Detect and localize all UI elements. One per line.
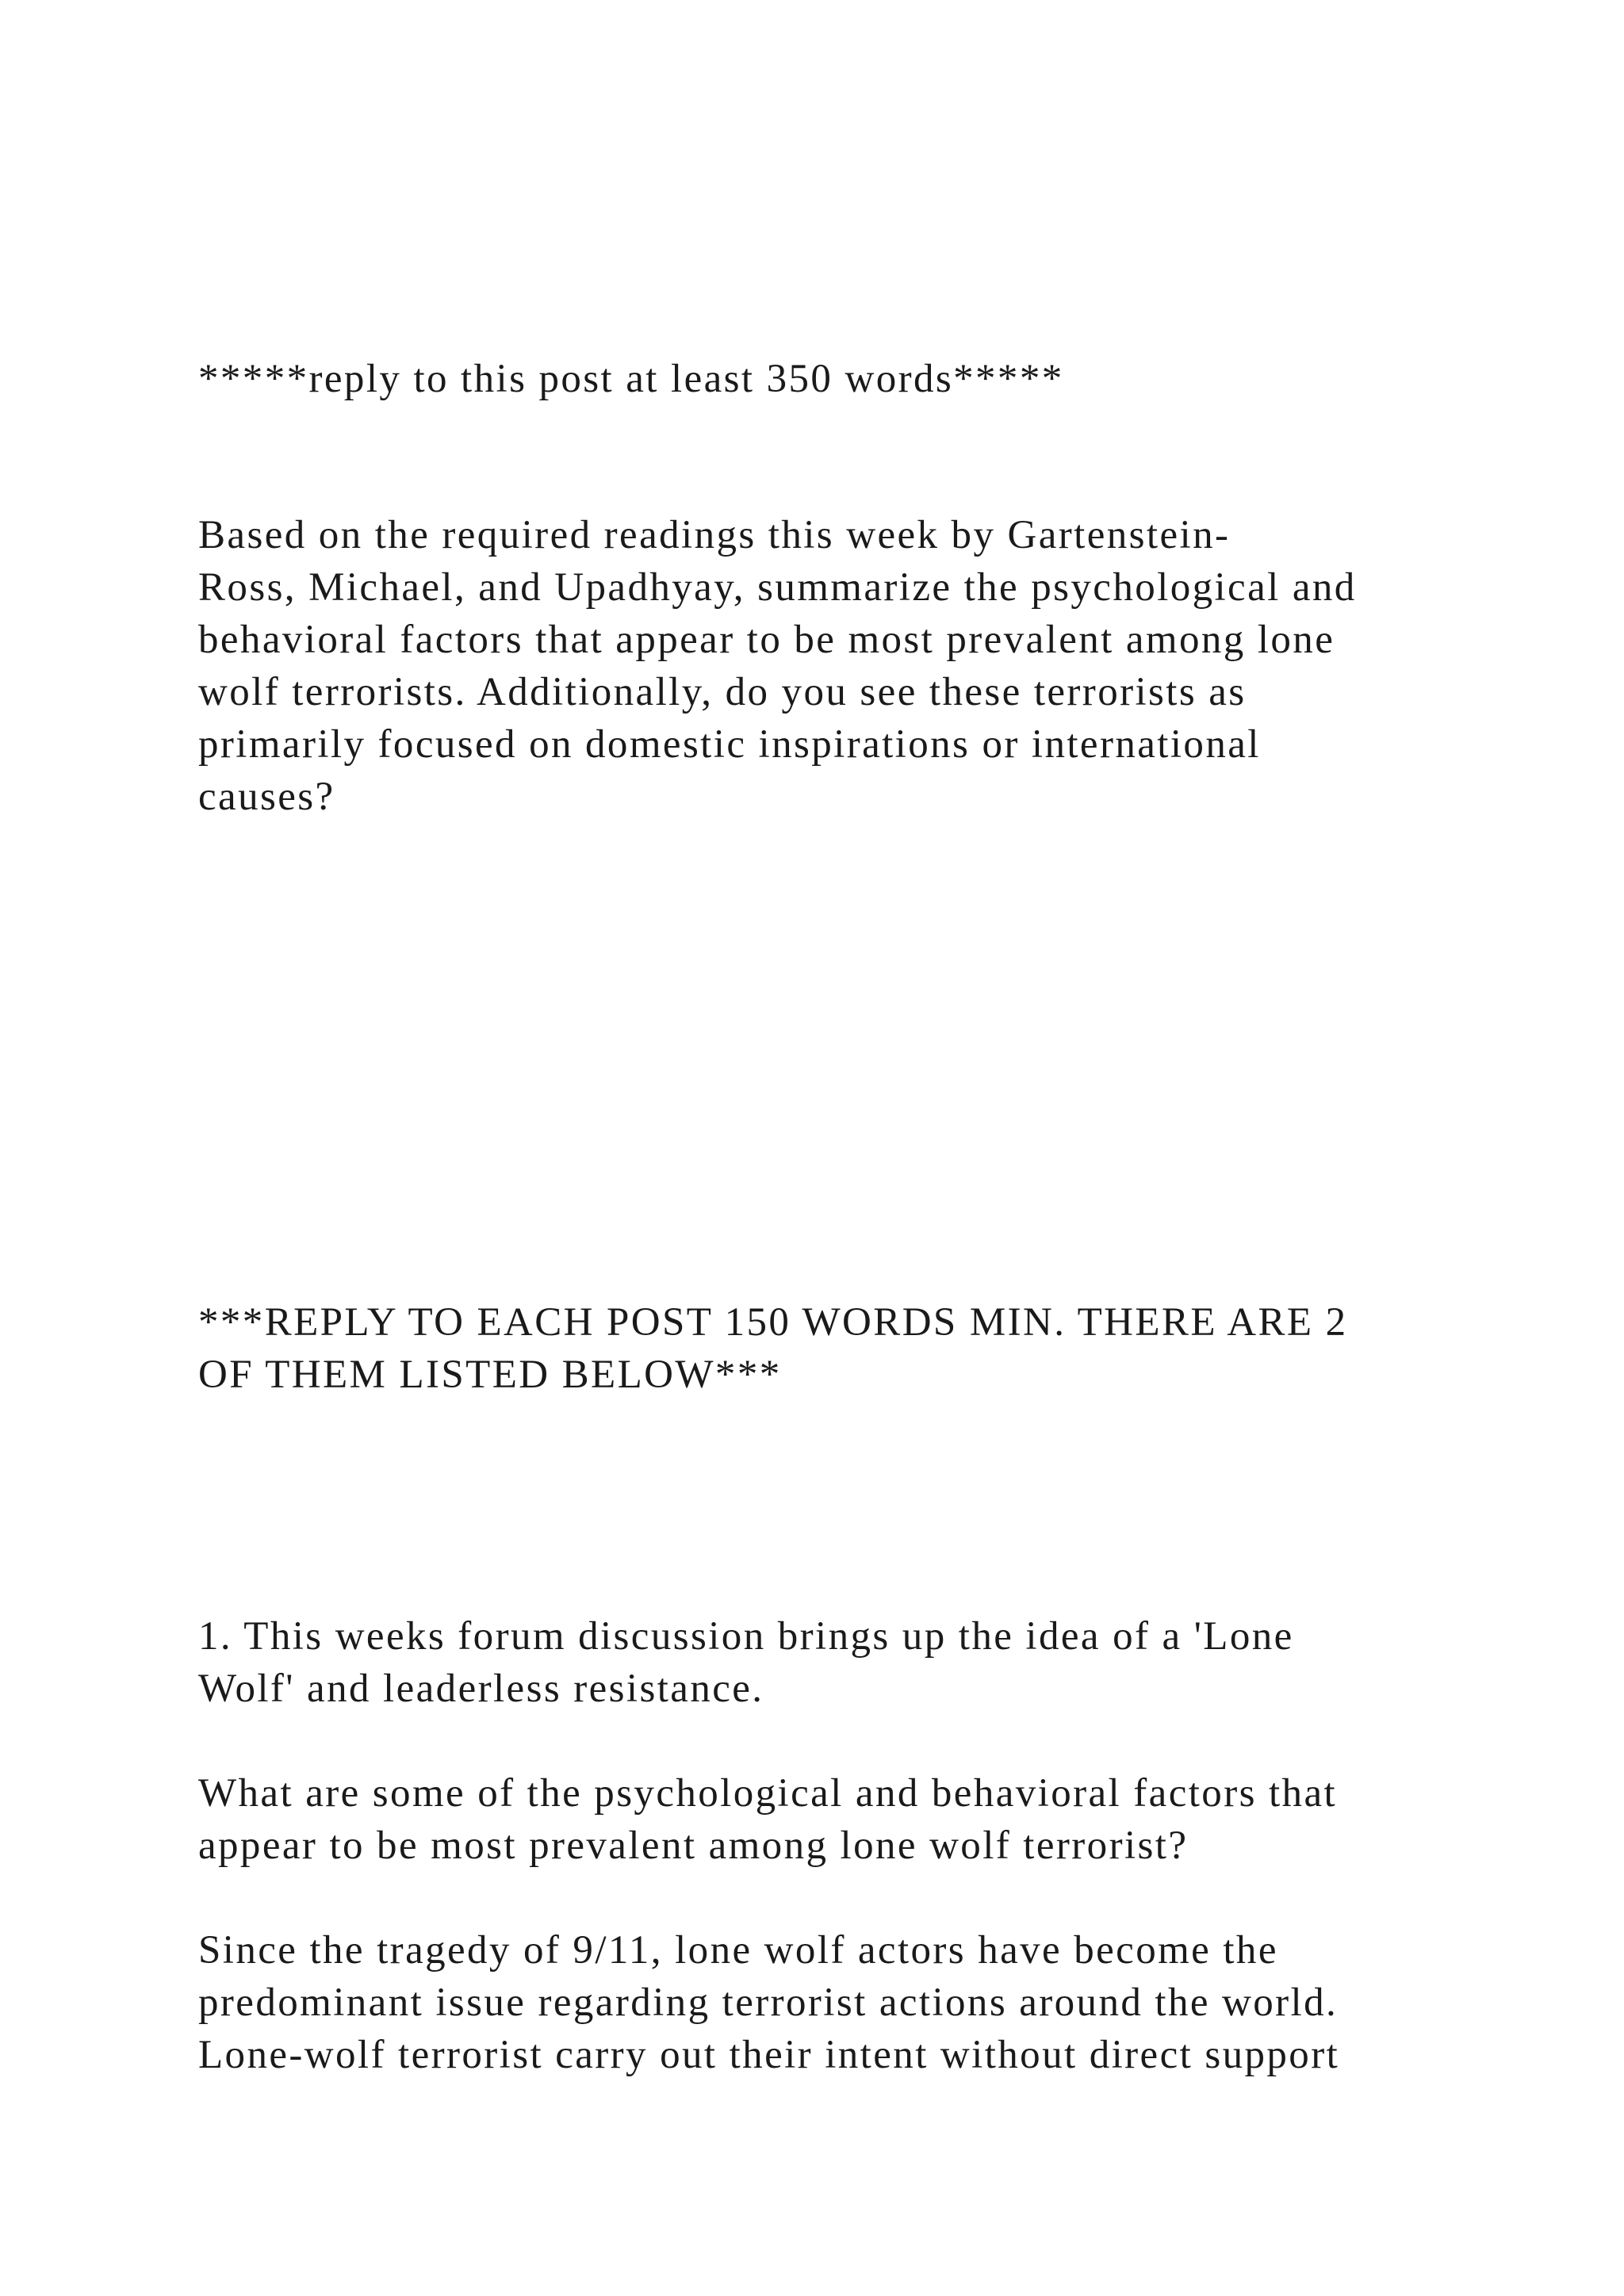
post-1-body: Since the tragedy of 9/11, lone wolf actors have become the xyxy=(198,1928,1278,1973)
post-1-question: What are some of the psychological and behavioral factors that xyxy=(198,1771,1338,1816)
prompt-line: causes? xyxy=(198,775,335,819)
post-1-question: appear to be most prevalent among lone wolf terrorist? xyxy=(198,1823,1189,1868)
post-1-body: predominant issue regarding terrorist actions around the world. xyxy=(198,1980,1339,2025)
prompt-line: Ross, Michael, and Upadhyay, summarize the psychological and xyxy=(198,565,1357,610)
post-1-intro: 1. This weeks forum discussion brings up the idea of a 'Lone xyxy=(198,1614,1294,1659)
prompt-line: Based on the required readings this week by Gartenstein- xyxy=(198,513,1231,557)
reply-instruction-heading: *****reply to this post at least 350 words***** xyxy=(198,357,1064,401)
prompt-line: behavioral factors that appear to be most prevalent among lone xyxy=(198,618,1335,662)
prompt-line: primarily focused on domestic inspirations or international xyxy=(198,722,1261,767)
post-1-intro: Wolf' and leaderless resistance. xyxy=(198,1667,764,1711)
prompt-line: wolf terrorists. Additionally, do you see these terrorists as xyxy=(198,670,1247,714)
post-1-body: Lone-wolf terrorist carry out their intent without direct support xyxy=(198,2033,1340,2077)
reply-each-post-instruction: OF THEM LISTED BELOW*** xyxy=(198,1353,782,1397)
reply-each-post-instruction: ***REPLY TO EACH POST 150 WORDS MIN. THERE ARE 2 xyxy=(198,1300,1348,1345)
